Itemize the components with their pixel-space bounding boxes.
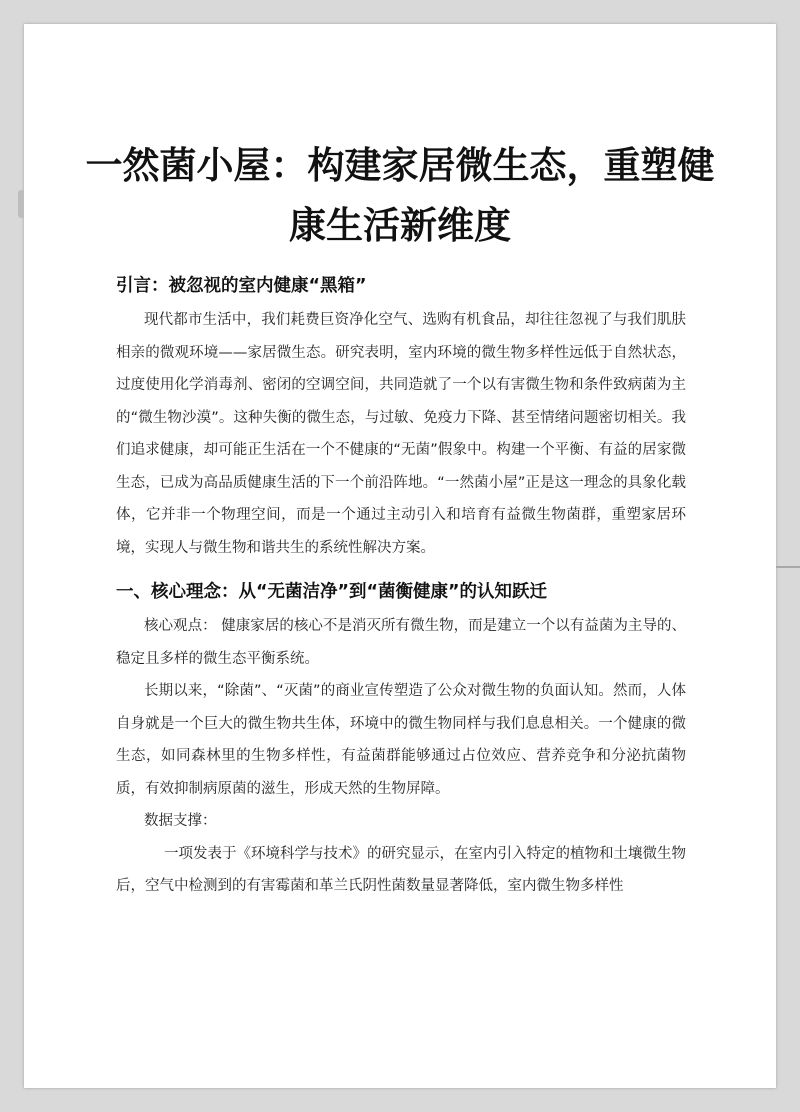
document-page [24, 24, 776, 1088]
intro-paragraph: 现代都市生活中，我们耗费巨资净化空气、选购有机食品，却往往忽视了与我们肌肤相亲的微观环境——家居微生态。研究表明，室内环境的微生物多样性远低于自然状态，过度使用化学消毒剂、密闭的空调空间，共同造就了一个以有害微生物和条件致病菌为主的“微生物沙漠”。这种失衡的微生态，与过敏、免疫力下降、甚至情绪问题密切相关。我们追求健康，却可能正生活在一个不健康的“无菌”假象中。构建一个平衡、有益的居家微生态，已成为高品质健康生活的下一个前沿阵地。“一然菌小屋”正是这一理念的具象化载体，它并非一个物理空间，而是一个通过主动引入和培育有益微生物菌群，重塑家居环境，实现人与微生物和谐共生的系统性解决方案。 [116, 312, 686, 556]
data-support-label: 数据支撑： [144, 813, 217, 829]
binder-edge-mark [18, 190, 24, 218]
document-title: 一然菌小屋：构建家居微生态，重塑健康生活新维度 [85, 144, 715, 247]
data-support-paragraph: 一项发表于《环境科学与技术》的研究显示，在室内引入特定的植物和土壤微生物后，空气中检测到的有害霉菌和革兰氏阴性菌数量显著降低，室内微生物多样性 [116, 845, 686, 894]
page-edge-line [776, 566, 800, 568]
core-concept-paragraph: 长期以来，“除菌”、“灭菌”的商业宣传塑造了公众对微生物的负面认知。然而，人体自身就是一个巨大的微生物共生体，环境中的微生物同样与我们息息相关。一个健康的微生态，如同森林里的生物多样性，有益菌群能够通过占位效应、营养竞争和分泌抗菌物质，有效抑制病原菌的滋生，形成天然的生物屏障。 [116, 683, 686, 797]
core-view-paragraph: 核心观点： 健康家居的核心不是消灭所有微生物，而是建立一个以有益菌为主导的、稳定且多样的微生态平衡系统。 [116, 618, 686, 667]
section-heading-core-concept: 一、核心理念：从“无菌洁净”到“菌衡健康”的认知跃迁 [116, 582, 548, 602]
section-heading-intro: 引言：被忽视的室内健康“黑箱” [116, 276, 367, 296]
document-body [116, 268, 686, 903]
spacer [116, 564, 686, 572]
